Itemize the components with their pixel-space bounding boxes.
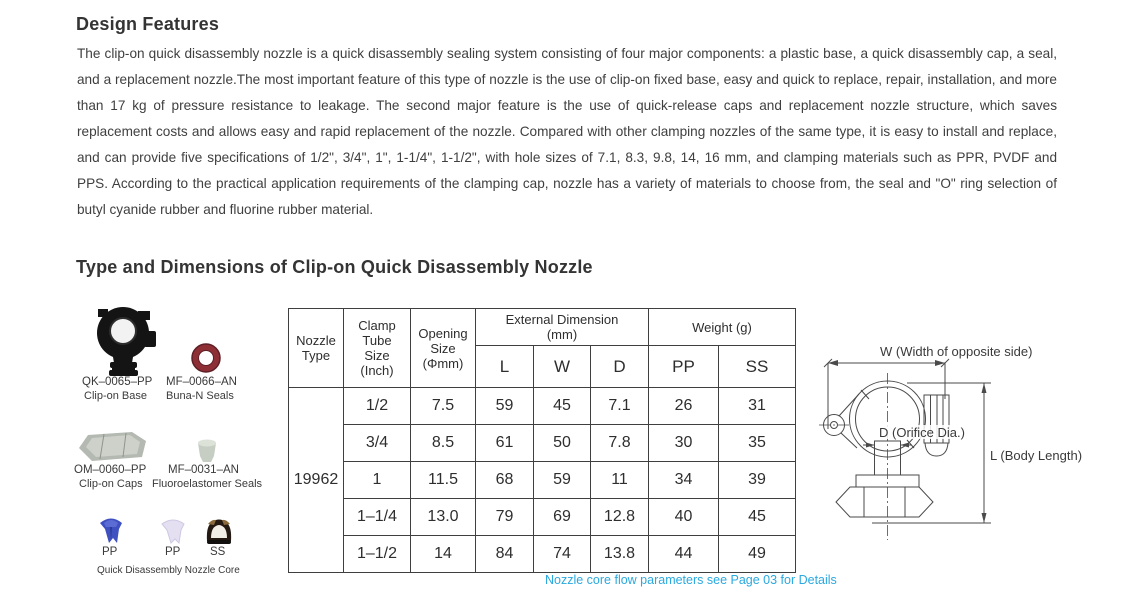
col-header-external-dimension: External Dimension (mm) [476, 309, 649, 346]
table-cell: 13.8 [591, 536, 649, 573]
design-features-paragraph: The clip-on quick disassembly nozzle is a quick disassembly sealing system consisting of four major components: a plastic base, a quick disassembly cap, a seal, and a replacement nozzle.The most important feature of this type of nozzle is the use of clip-on fixed base, easy and quick to replace, repair, installation, and more than 17 kg of pressure resistance to leakage. The second major feature is the use of quick-release caps and replacement nozzle structure, which saves replacement costs and allows easy and rapid replacement of the nozzle. Compared with other clamping nozzles of the same type, it is easy to install and replace, and can provide five specifications of 1/2", 3/4", 1", 1-1/4", 1-1/2", with hole sizes of 7.1, 8.3, 9.8, 14, 16 mm, and clamping materials such as PPR, PVDF and PPS. According to the practical application requirements of the clamping cap, nozzle has a variety of materials to choose from, the seal and "O" ring selection of butyl cyanide rubber and fluorine rubber material. [77, 46, 1057, 217]
table-cell: 79 [476, 499, 534, 536]
table-cell: 35 [719, 425, 796, 462]
product-name: Fluoroelastomer Seals [152, 478, 263, 490]
table-cell: 59 [476, 388, 534, 425]
table-cell: 49 [719, 536, 796, 573]
col-header-clamp-tube-size: Clamp Tube Size (Inch) [344, 309, 411, 388]
col-header-weight: Weight (g) [649, 309, 796, 346]
table-cell: 1–1/4 [344, 499, 411, 536]
design-features-heading: Design Features [76, 14, 220, 34]
product-name: Clip-on Base [84, 390, 147, 402]
table-cell: 74 [534, 536, 591, 573]
product-code: MF–0066–AN [166, 376, 237, 388]
col-header-ss: SS [719, 346, 796, 388]
table-row [289, 499, 796, 536]
col-header-w: W [534, 346, 591, 388]
table-cell: 1/2 [344, 388, 411, 425]
table-cell: 11 [591, 462, 649, 499]
table-cell: 84 [476, 536, 534, 573]
core-caption: Quick Disassembly Nozzle Core [97, 565, 240, 576]
col-header-opening-size: Opening Size (Φmm) [411, 309, 476, 388]
table-cell: 50 [534, 425, 591, 462]
table-cell: 40 [649, 499, 719, 536]
nozzle-core-pp-light-image [158, 516, 188, 546]
spec-table [288, 308, 796, 573]
table-cell: 44 [649, 536, 719, 573]
product-code: MF–0031–AN [168, 464, 239, 476]
section-heading: Type and Dimensions of Clip-on Quick Disassembly Nozzle [76, 257, 593, 277]
table-cell: 39 [719, 462, 796, 499]
clip-on-base-image [86, 305, 162, 377]
buna-n-seal-image [190, 342, 222, 374]
table-row [289, 536, 796, 573]
table-row [289, 425, 796, 462]
table-cell: 7.8 [591, 425, 649, 462]
table-cell: 61 [476, 425, 534, 462]
table-cell: 7.1 [591, 388, 649, 425]
table-cell: 45 [534, 388, 591, 425]
core-label: PP [102, 546, 118, 558]
table-cell: 3/4 [344, 425, 411, 462]
core-label: SS [210, 546, 226, 558]
fluoroelastomer-seal-image [194, 437, 220, 465]
col-header-pp: PP [649, 346, 719, 388]
table-cell: 13.0 [411, 499, 476, 536]
table-row [289, 388, 796, 425]
nozzle-core-ss-image [204, 516, 234, 546]
col-header-nozzle-type: Nozzle Type [289, 309, 344, 388]
product-code: OM–0060–PP [74, 464, 147, 476]
table-cell: 26 [649, 388, 719, 425]
table-cell: 7.5 [411, 388, 476, 425]
product-code: QK–0065–PP [82, 376, 153, 388]
clip-on-cap-image [76, 430, 150, 464]
table-cell: 68 [476, 462, 534, 499]
table-cell: 8.5 [411, 425, 476, 462]
table-cell: 1–1/2 [344, 536, 411, 573]
product-name: Clip-on Caps [79, 478, 143, 490]
col-header-l: L [476, 346, 534, 388]
nozzle-type-cell: 19962 [289, 388, 344, 573]
footnote: Nozzle core flow parameters see Page 03 for Details [545, 573, 837, 587]
nozzle-core-pp-blue-image [96, 514, 126, 546]
w-dimension-label: W (Width of opposite side) [880, 344, 1033, 359]
table-cell: 45 [719, 499, 796, 536]
table-cell: 59 [534, 462, 591, 499]
table-row [289, 462, 796, 499]
table-cell: 30 [649, 425, 719, 462]
col-header-d: D [591, 346, 649, 388]
product-name: Buna-N Seals [166, 390, 234, 402]
table-cell: 12.8 [591, 499, 649, 536]
table-cell: 1 [344, 462, 411, 499]
table-cell: 34 [649, 462, 719, 499]
table-cell: 11.5 [411, 462, 476, 499]
table-cell: 31 [719, 388, 796, 425]
l-dimension-label: L (Body Length) [990, 448, 1083, 463]
d-dimension-label: D (Orifice Dia.) [879, 425, 965, 440]
table-cell: 69 [534, 499, 591, 536]
table-cell: 14 [411, 536, 476, 573]
dimension-diagram [812, 333, 1122, 573]
core-label: PP [165, 546, 181, 558]
